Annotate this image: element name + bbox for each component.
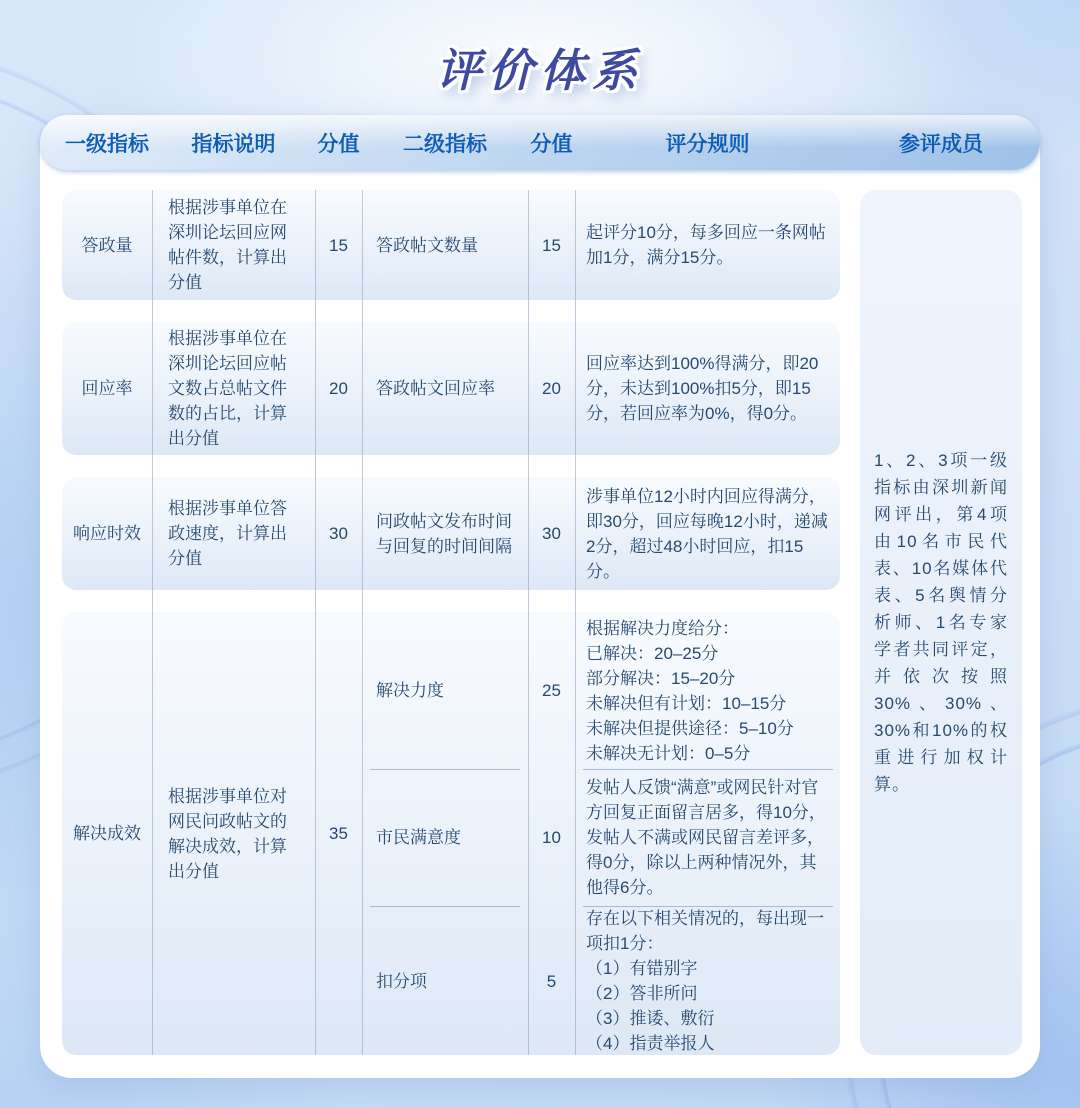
column-divider <box>315 190 316 1055</box>
indicator-description: 根据涉事单位答政速度，计算出分值 <box>168 499 287 568</box>
rule-lines <box>586 616 829 766</box>
scoring-rule: 涉事单位12小时内回应得满分，即30分，回应每晚12小时，递减2分，超过48小时回应，扣15分。 <box>586 486 828 581</box>
scoring-rule <box>575 906 840 1056</box>
score-value: 35 <box>329 824 348 843</box>
indicator-description: 根据涉事单位在深圳论坛回应网帖件数，计算出分值 <box>168 198 287 292</box>
sub-row-divider <box>370 769 520 770</box>
secondary-indicator: 解决力度 <box>376 681 444 700</box>
rule-line: 未解决无计划：0–5分 <box>586 743 751 763</box>
rule-line: 未解决但提供途径：5–10分 <box>586 718 794 738</box>
secondary-indicator: 扣分项 <box>376 971 427 991</box>
rule-line: （3）推诿、敷衍 <box>586 1009 715 1028</box>
secondary-indicator: 答政帖文数量 <box>376 235 478 255</box>
rule-lines <box>586 906 829 1056</box>
score-value: 15 <box>329 235 348 255</box>
header-members: 参评成员 <box>899 132 983 156</box>
sub-row-koufenxiang <box>362 906 840 1055</box>
column-divider <box>362 190 363 1055</box>
rule-line: 部分解决：15–20分 <box>586 668 736 688</box>
rule-line: （2）答非所问 <box>586 984 698 1003</box>
table-row-huiyinglv <box>62 322 840 455</box>
primary-indicator: 答政量 <box>81 235 133 255</box>
sub-row-divider <box>370 906 520 907</box>
sub-row-divider <box>583 906 833 907</box>
secondary-indicator: 答政帖文回应率 <box>376 379 495 398</box>
members-note: 1、2、3项一级指标由深圳新闻网评出，第4项由10名市民代表、10名媒体代表、5名舆情分析师、1名专家学者共同评定，并依次按照30%、30%、30%和10%的权重进行加权计算。 <box>874 451 1008 794</box>
score-value: 20 <box>329 379 348 398</box>
column-divider <box>528 190 529 1055</box>
table-panel <box>40 115 1040 1078</box>
primary-indicator: 解决成效 <box>73 824 141 843</box>
indicator-description: 根据涉事单位对网民问政帖文的解决成效，计算出分值 <box>168 786 287 881</box>
header-sub-score: 分值 <box>530 132 573 156</box>
table-row-xiangyingshixiao <box>62 477 840 590</box>
sub-row-divider <box>583 769 833 770</box>
table-row-jiejuechengxiao <box>62 612 840 1055</box>
score-value: 30 <box>329 524 348 543</box>
sub-rows-group <box>362 612 840 1055</box>
primary-indicator: 回应率 <box>81 379 133 398</box>
secondary-indicator: 问政帖文发布时间与回复的时间间隔 <box>376 511 512 556</box>
scoring-rule <box>575 612 840 769</box>
primary-indicator: 响应时效 <box>73 524 141 543</box>
header-scoring-rules: 评分规则 <box>665 132 750 156</box>
members-panel <box>860 190 1022 1055</box>
scoring-rule: 发帖人反馈“满意”或网民针对官方回复正面留言居多，得10分，发帖人不满或网民留言差评多，得0分，除以上两种情况外，其他得6分。 <box>586 778 826 897</box>
header-score: 分值 <box>317 132 360 156</box>
rule-line: 存在以下相关情况的，每出现一项扣1分： <box>586 909 824 953</box>
indicator-description: 根据涉事单位在深圳论坛回应帖文数占总帖文件数的占比，计算出分值 <box>168 329 287 448</box>
rule-line: （4）指责举报人 <box>586 1034 715 1053</box>
scoring-rule: 回应率达到100%得满分，即20分，未达到100%扣5分，即15分，若回应率为0%，得0分。 <box>586 354 819 423</box>
column-divider <box>575 190 576 1055</box>
rule-line: 未解决但有计划：10–15分 <box>586 693 787 713</box>
header-indicator-description: 指标说明 <box>191 132 276 156</box>
rule-line: 已解决：20–25分 <box>586 643 719 663</box>
sub-row-jiejuelidu <box>362 612 840 769</box>
header-secondary-indicator: 二级指标 <box>403 132 487 156</box>
table-row-dazhengliang <box>62 190 840 300</box>
column-divider <box>152 190 153 1055</box>
sub-score-value: 15 <box>542 235 561 255</box>
rule-line: 根据解决力度给分： <box>586 618 739 638</box>
scoring-rule: 起评分10分，每多回应一条网帖加1分，满分15分。 <box>586 223 826 267</box>
secondary-indicator: 市民满意度 <box>376 828 461 847</box>
sub-score-value: 5 <box>546 971 557 991</box>
sub-score-value: 30 <box>542 524 561 543</box>
table-header <box>40 115 1040 170</box>
sub-row-shiminmanyidu <box>362 769 840 906</box>
sub-score-value: 25 <box>542 681 561 700</box>
header-primary-indicator: 一级指标 <box>65 132 149 156</box>
sub-score-value: 10 <box>542 828 561 847</box>
sub-score-value: 20 <box>542 379 561 398</box>
rule-line: （1）有错别字 <box>586 959 698 978</box>
page-title: 评价体系 <box>435 45 644 96</box>
